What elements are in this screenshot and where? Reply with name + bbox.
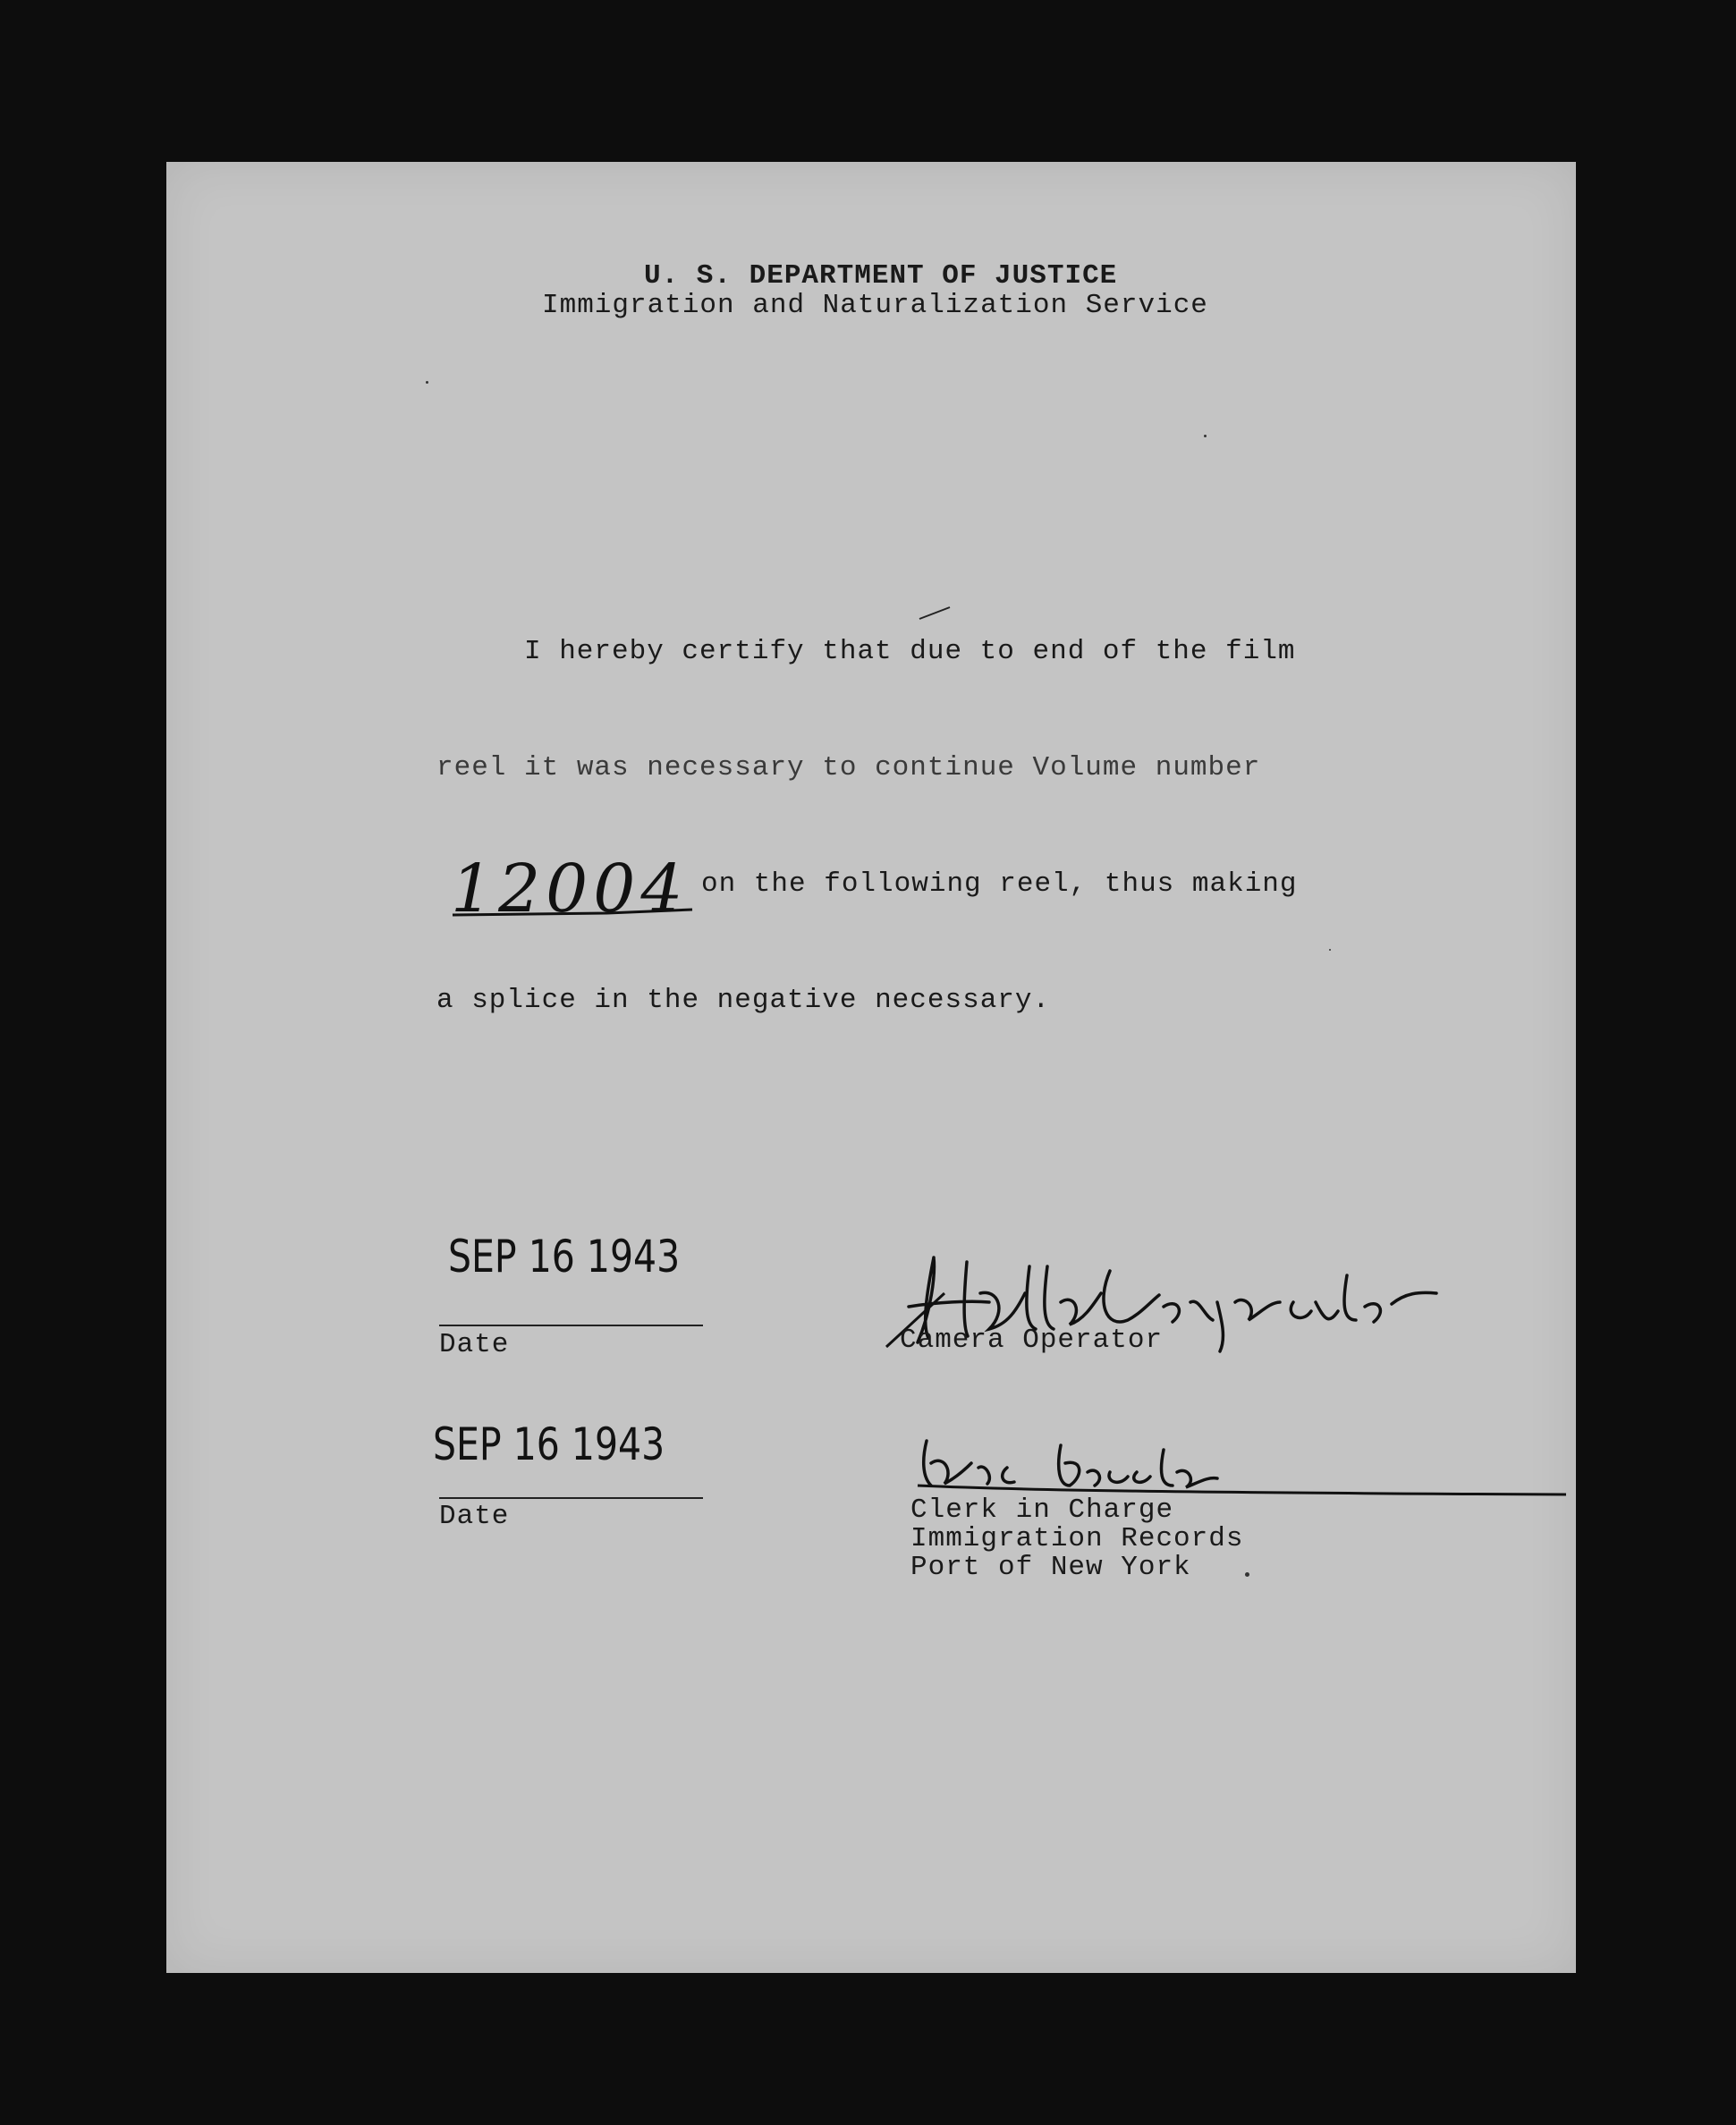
scan-speck <box>1329 949 1331 951</box>
date-label-1: Date <box>439 1329 510 1360</box>
service-heading: Immigration and Naturalization Service <box>542 290 1208 321</box>
date-label-2: Date <box>439 1501 510 1532</box>
clerk-title-1: Clerk in Charge <box>910 1494 1174 1526</box>
volume-number-ink <box>442 851 701 931</box>
volume-number-handwritten <box>442 851 701 931</box>
ink-dot <box>1245 1572 1249 1577</box>
clerk-title-2: Immigration Records <box>910 1523 1244 1554</box>
certify-line-1: I hereby certify that due to end of the film <box>524 636 1296 667</box>
date-line-1 <box>439 1325 703 1326</box>
svg-text:12004: 12004 <box>451 851 689 927</box>
certify-line-3: on the following reel, thus making <box>701 868 1298 900</box>
date-stamp-2: SEP 16 1943 <box>433 1418 665 1470</box>
clerk-signature-ink <box>909 1423 1571 1503</box>
pen-mark <box>918 605 953 622</box>
clerk-title-3: Port of New York <box>910 1552 1191 1583</box>
clerk-signature <box>909 1423 1571 1503</box>
certify-line-4: a splice in the negative necessary. <box>436 985 1051 1016</box>
camera-operator-title: Camera Operator <box>900 1325 1164 1356</box>
scan-speck <box>1204 435 1207 437</box>
scan-speck <box>426 381 428 384</box>
date-line-2 <box>439 1497 703 1499</box>
date-stamp-1: SEP 16 1943 <box>448 1231 681 1283</box>
agency-heading: U. S. DEPARTMENT OF JUSTICE <box>644 260 1118 292</box>
certify-line-2: reel it was necessary to continue Volume number <box>436 752 1261 783</box>
document-page <box>166 162 1576 1973</box>
